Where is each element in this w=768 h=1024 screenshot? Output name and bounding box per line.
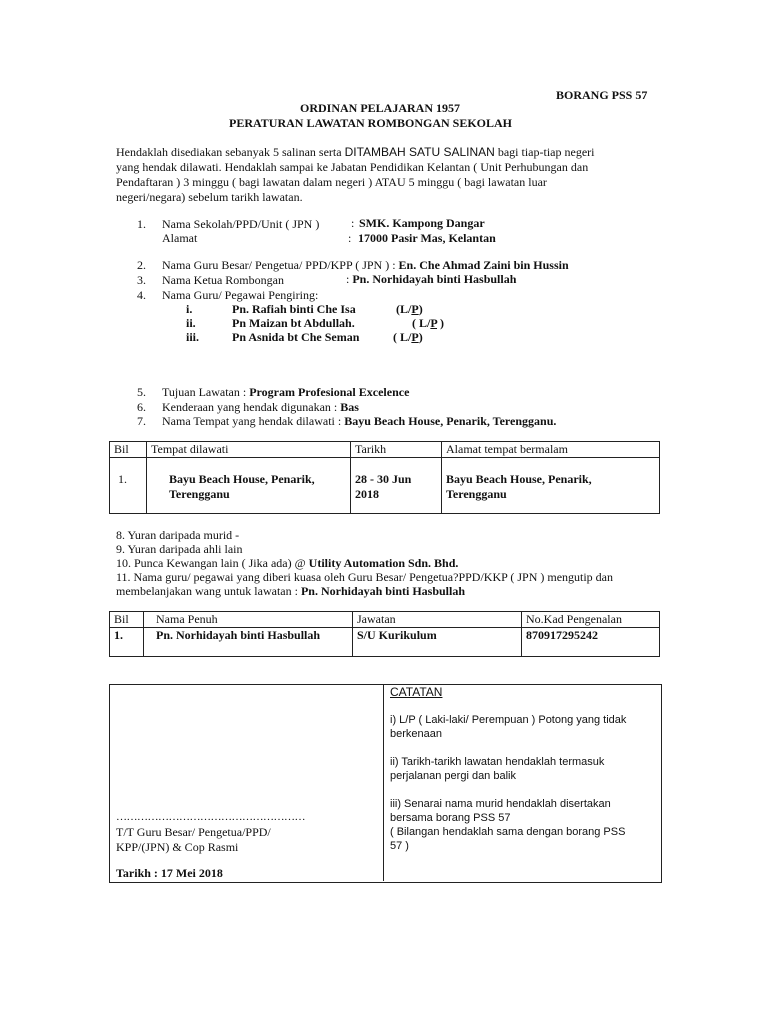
authorized-full-name: Pn. Norhidayah binti Hasbullah: [144, 628, 353, 657]
header-place: Tempat dilawati: [147, 442, 351, 458]
visit-place: Bayu Beach House, Penarik, Terengganu: [147, 458, 351, 514]
item-funding: 10. Punca Kewangan lain ( Jika ada) @ Utility Automation Sdn. Bhd.: [116, 556, 459, 570]
escort-gender-3: ( L/P): [393, 330, 423, 344]
note-1a: i) L/P ( Laki-laki/ Perempuan ) Potong yang tidak: [390, 714, 627, 726]
vehicle-value: Bas: [340, 400, 359, 414]
intro-line-3: Pendaftaran ) 3 minggu ( bagi lawatan dalam negeri ) ATAU 5 minggu ( bagi lawatan luar: [116, 175, 547, 189]
table-row: 1. Bayu Beach House, Penarik, Terengganu 28 - 30 Jun 2018 Bayu Beach House, Penarik, Terengganu: [110, 458, 660, 514]
form-code: BORANG PSS 57: [556, 88, 648, 102]
item-destination: 7. Nama Tempat yang hendak dilawati : Bayu Beach House, Penarik, Terengganu.: [137, 414, 557, 428]
item-principal: 2. Nama Guru Besar/ Pengetua/ PPD/KPP ( JPN ) : En. Che Ahmad Zaini bin Hussin: [137, 258, 569, 272]
box-divider: [383, 684, 384, 881]
funding-value: Utility Automation Sdn. Bhd.: [308, 556, 459, 570]
title-regulation: PERATURAN LAWATAN ROMBONGAN SEKOLAH: [229, 116, 513, 130]
intro-line-2: yang hendak dilawati. Hendaklah sampai ke Jabatan Pendidikan Kelantan ( Unit Perhubungan dan: [116, 160, 589, 174]
item-authorized-line-2: membelanjakan wang untuk lawatan : Pn. Norhidayah binti Hasbullah: [116, 584, 466, 598]
school-name: SMK. Kampong Dangar: [359, 216, 485, 230]
title-ordinance: ORDINAN PELAJARAN 1957: [300, 101, 461, 115]
table-header-row: Bil Nama Penuh Jawatan No.Kad Pengenalan: [110, 612, 660, 628]
notes-title: CATATAN: [390, 685, 443, 699]
escort-gender-2: ( L/P ): [412, 316, 445, 330]
purpose-value: Program Profesional Excelence: [249, 385, 410, 399]
principal-name: En. Che Ahmad Zaini bin Hussin: [398, 258, 569, 272]
leader-value: : Pn. Norhidayah binti Hasbullah: [346, 272, 517, 286]
intro-emphasis: DITAMBAH SATU SALINAN: [344, 145, 495, 159]
table-header-row: [110, 442, 660, 458]
escort-name-3: Pn Asnida bt Che Seman: [232, 330, 360, 344]
note-3a: iii) Senarai nama murid hendaklah disertakan: [390, 798, 611, 810]
visit-table: [109, 441, 660, 514]
signature-date: Tarikh : 17 Mei 2018: [116, 866, 223, 880]
item-school-label: Nama Sekolah/PPD/Unit ( JPN ): [162, 217, 320, 231]
item-authorized-line-1: 11. Nama guru/ pegawai yang diberi kuasa oleh Guru Besar/ Pengetua?PPD/KKP ( JPN ) mengutip dan: [116, 570, 614, 584]
note-3c: ( Bilangan hendaklah sama dengan borang PSS: [390, 826, 626, 838]
item-vehicle: 6. Kenderaan yang hendak digunakan : Bas: [137, 400, 359, 414]
note-3b: bersama borang PSS 57: [390, 812, 511, 824]
note-1b: berkenaan: [390, 728, 442, 740]
escort-name-2: Pn Maizan bt Abdullah.: [232, 316, 355, 330]
signature-label-2: KPP/(JPN) & Cop Rasmi: [116, 840, 239, 854]
item-escorts: 4. Nama Guru/ Pegawai Pengiring:: [137, 288, 319, 302]
visit-date: 28 - 30 Jun 2018: [351, 458, 442, 514]
destination-value: Bayu Beach House, Penarik, Terengganu.: [344, 414, 557, 428]
header-bil: Bil: [110, 442, 147, 458]
item-school: 1. Nama Sekolah/PPD/Unit ( JPN ): [137, 217, 320, 231]
intro-line-1: Hendaklah disediakan sebanyak 5 salinan serta DITAMBAH SATU SALINAN bagi tiap-tiap negeri: [116, 145, 595, 159]
authorized-name: Pn. Norhidayah binti Hasbullah: [300, 584, 466, 598]
note-2a: ii) Tarikh-tarikh lawatan hendaklah termasuk: [390, 756, 605, 768]
lodging-address: Bayu Beach House, Penarik, Terengganu: [442, 458, 660, 514]
authorized-position: S/U Kurikulum: [353, 628, 522, 657]
item-member-fee: 9. Yuran daripada ahli lain: [116, 542, 243, 556]
table-row: 1. Pn. Norhidayah binti Hasbullah S/U Kurikulum 870917295242: [110, 628, 660, 657]
note-3d: 57 ): [390, 840, 409, 852]
header-lodging: Alamat tempat bermalam: [442, 442, 660, 458]
item-leader: 3. Nama Ketua Rombongan: [137, 273, 284, 287]
item-purpose: 5. Tujuan Lawatan : Program Profesional Excelence: [137, 385, 410, 399]
school-address: 17000 Pasir Mas, Kelantan: [358, 231, 496, 245]
escort-name-1: Pn. Rafiah binti Che Isa: [232, 302, 356, 316]
authorized-ic: 870917295242: [522, 628, 660, 657]
header-date: Tarikh: [351, 442, 442, 458]
item-student-fee: 8. Yuran daripada murid -: [116, 528, 240, 542]
address-label: Alamat: [162, 231, 198, 245]
signature-label-1: T/T Guru Besar/ Pengetua/PPD/: [116, 825, 271, 839]
signature-line: ………………………………………………: [116, 811, 305, 823]
authorized-table: [109, 611, 660, 657]
note-2b: perjalanan pergi dan balik: [390, 770, 516, 782]
intro-line-4: negeri/negara) sebelum tarikh lawatan.: [116, 190, 303, 204]
escort-gender-1: (L/P): [396, 302, 423, 316]
